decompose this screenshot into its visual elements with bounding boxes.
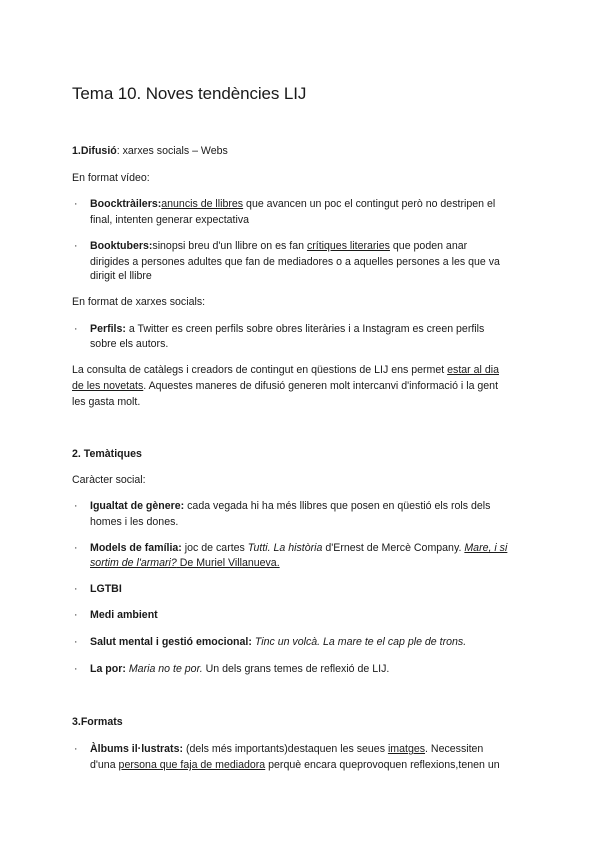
section-heading-tematiques [72, 446, 142, 462]
item-text: d'una [90, 759, 119, 771]
paragraph-line: les gasta molt. [72, 396, 141, 408]
bullet-dot: · [74, 609, 78, 621]
paragraph-link[interactable]: de les novetats [72, 380, 144, 392]
video-intro: En format vídeo: [72, 172, 150, 184]
item-label: Boocktràilers: [90, 198, 162, 210]
item-text: d'Ernest de Mercè Company. [322, 542, 465, 554]
book-title: Maria no te por. [125, 663, 203, 675]
item-label: Models de família: [90, 542, 182, 554]
bullet-dot: · [74, 240, 78, 252]
heading-rest: : xarxes socials – Webs [116, 145, 228, 157]
list-item-igualtat [90, 498, 490, 514]
paragraph-line [72, 378, 498, 394]
list-item-albums [90, 741, 483, 757]
list-item-albums-cont [90, 757, 500, 773]
item-text: joc de cartes [181, 542, 248, 554]
book-title: Mare, i si [464, 542, 508, 554]
item-text: que poden anar [389, 240, 468, 252]
social-character-intro: Caràcter social: [72, 474, 146, 486]
item-link[interactable] [90, 557, 280, 569]
book-title: Tutti. La història [247, 542, 323, 554]
paragraph-text: La consulta de catàlegs i creadors de contingut en qüestions de LIJ ens permet [72, 364, 448, 376]
list-item-models-cont [90, 555, 280, 571]
list-item-medi-ambient [90, 607, 158, 623]
section-heading-difusio [72, 143, 228, 159]
item-label: Igualtat de gènere: [90, 500, 185, 512]
paragraph-link[interactable]: estar al dia [447, 364, 499, 376]
item-text: cada vegada hi ha més llibres que posen en qüestió els rols dels [184, 500, 491, 512]
item-text: que avancen un poc el contingut però no destripen el [243, 198, 496, 210]
paragraph-text: . Aquestes maneres de difusió generen molt intercanvi d'informació i la gent [143, 380, 499, 392]
item-text: De Muriel Villanueva. [176, 557, 280, 569]
bullet-dot: · [74, 542, 78, 554]
item-text: perquè encara queprovoquen reflexions,tenen un [265, 759, 500, 771]
item-link[interactable]: imatges [387, 743, 426, 755]
list-item-booktubers [90, 238, 467, 254]
item-text: (dels més importants)destaquen les seues [183, 743, 388, 755]
item-label: La por: [90, 663, 126, 675]
book-title: Tinc un volcà. La mare te el cap ple de trons. [251, 636, 467, 648]
item-text: sinopsi breu d'un llibre on es fan [152, 240, 307, 252]
heading-text: 1.Difusió [72, 145, 117, 157]
bullet-dot: · [74, 743, 78, 755]
item-text: Un dels grans temes de reflexió de LIJ. [202, 663, 390, 675]
list-item-booktubers-cont: dirigides a persones adultes que fan de mediadores o a aquelles persones a les que va [90, 256, 500, 268]
list-item-booktubers-cont: dirigit el llibre [90, 270, 152, 282]
social-intro: En format de xarxes socials: [72, 296, 206, 308]
bullet-dot: · [74, 198, 78, 210]
item-label: Salut mental i gestió emocional: [90, 636, 252, 648]
page-title: Tema 10. Noves tendències LIJ [72, 84, 307, 103]
bullet-dot: · [74, 323, 78, 335]
list-item-booktrailers-cont: final, intenten generar expectativa [90, 214, 250, 226]
bullet-dot: · [74, 583, 78, 595]
list-item-booktrailers [90, 196, 495, 212]
paragraph-line [72, 362, 499, 378]
item-text: . Necessiten [425, 743, 484, 755]
list-item-perfils-cont: sobre els autors. [90, 338, 169, 350]
list-item-lgtbi [90, 581, 122, 597]
item-label: LGTBI [90, 583, 122, 595]
list-item-salut-mental [90, 634, 466, 650]
list-item-models [90, 540, 507, 556]
item-label: Booktubers: [90, 240, 153, 252]
bullet-dot: · [74, 636, 78, 648]
book-title: sortim de l'armari? [90, 557, 177, 569]
item-link[interactable]: crítiques literaries [306, 240, 390, 252]
item-link[interactable]: persona que faja de mediadora [118, 759, 266, 771]
list-item-perfils [90, 321, 484, 337]
item-label: Medi ambient [90, 609, 158, 621]
bullet-dot: · [74, 500, 78, 512]
item-label: Àlbums il·lustrats: [90, 743, 184, 755]
section-heading-formats [72, 714, 123, 730]
heading-text: 2. Temàtiques [72, 448, 142, 460]
bullet-dot: · [74, 663, 78, 675]
list-item-igualtat-cont: homes i les dones. [90, 516, 179, 528]
item-label: Perfils: [90, 323, 126, 335]
item-link[interactable] [464, 542, 507, 554]
item-text: a Twitter es creen perfils sobre obres literàries i a Instagram es creen perfils [125, 323, 485, 335]
item-link[interactable]: anuncis de llibres [161, 198, 244, 210]
list-item-la-por [90, 661, 389, 677]
heading-text: 3.Formats [72, 716, 123, 728]
